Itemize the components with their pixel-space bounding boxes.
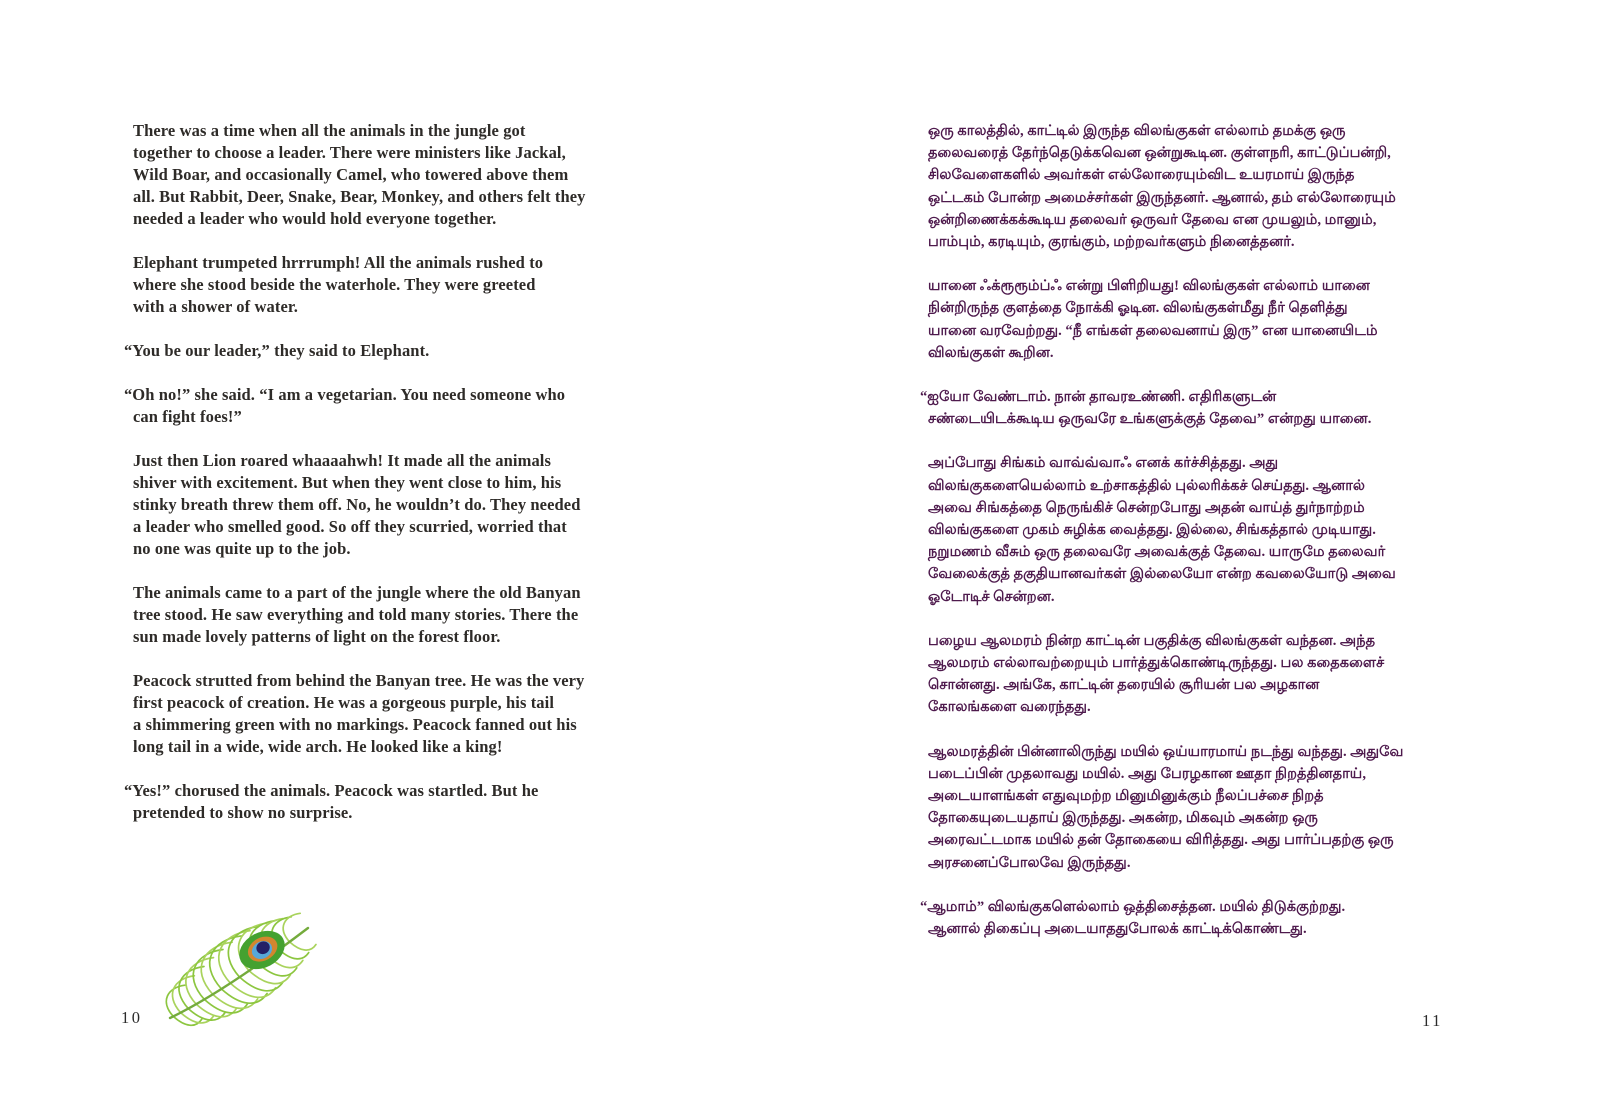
- story-paragraph: யானை ஃக்ரூரூம்ப்ஃ என்று பிளிறியது! விலங்குகள் எல்லாம் யானை நின்றிருந்த குளத்தை நோக்கி ஓடின. விலங்குகள்மீது நீர் தெளித்து யானை வரவேற்றது. “நீ எங்கள் தலைவனாய் இரு” என யானையிடம் விலங்குகள் கூறின.: [928, 278, 1378, 361]
- story-paragraph: Peacock strutted from behind the Banyan tree. He was the very first peacock of creation. He was a gorgeous purple, his tail a shimmering green with no markings. Peacock fanned out his long tail in a wide, wide arch. He looked like a king!: [133, 671, 585, 756]
- story-paragraph: “ஐயோ வேண்டாம். நான் தாவரஉண்ணி. எதிரிகளுடன் சண்டையிடக்கூடிய ஒருவரே உங்களுக்குத் தேவை” என்றது யானை.: [919, 389, 1372, 428]
- story-paragraph: There was a time when all the animals in the jungle got together to choose a leader. There were ministers like Jackal, Wild Boar, and occasionally Camel, who towered above them all. But Rabbit, Deer, Snake, Bear, Monkey, and others felt they needed a leader who would hold everyone together.: [133, 121, 586, 228]
- story-paragraph: “Oh no!” she said. “I am a vegetarian. You need someone who can fight foes!”: [123, 385, 566, 426]
- story-paragraph: ஆலமரத்தின் பின்னாலிருந்து மயில் ஒய்யாரமாய் நடந்து வந்தது. அதுவே படைப்பின் முதலாவது மயில். அது பேரழகான ஊதா நிறத்தினதாய், அடையாளங்கள் எதுவுமற்ற மினுமினுக்கும் நீலப்பச்சை நிறத் தோகையுடையதாய் இருந்தது. அகன்ற, மிகவும் அகன்ற ஒரு அரைவட்டமாக மயில் தன் தோகையை விரித்தது. அது பார்ப்பதற்கு ஒரு அரசனைப்போலவே இருந்தது.: [928, 743, 1404, 871]
- story-paragraph: “You be our leader,” they said to Elephant.: [123, 341, 430, 360]
- story-paragraph: “ஆமாம்” விலங்குகளெல்லாம் ஒத்திசைத்தன. மயில் திடுக்குற்றது. ஆனால் திகைப்பு அடையாததுபோலக் காட்டிக்கொண்டது.: [919, 898, 1346, 938]
- story-paragraph: “Yes!” chorused the animals. Peacock was startled. But he pretended to show no surprise.: [123, 781, 539, 822]
- tamil-story-text: [919, 120, 1456, 940]
- page-number-right: 11: [1422, 1011, 1443, 1030]
- story-paragraph: பழைய ஆலமரம் நின்ற காட்டின் பகுதிக்கு விலங்குகள் வந்தன. அந்த ஆலமரம் எல்லாவற்றையும் பார்த்துக்கொண்டிருந்தது. பல கதைகளைச் சொன்னது. அங்கே, காட்டின் தரையில் சூரியன் பல அழகான கோலங்களை வரைந்தது.: [928, 632, 1385, 716]
- story-paragraph: Just then Lion roared whaaaahwh! It made all the animals shiver with excitement. But when they went close to him, his stinky breath threw them off. No, he wouldn’t do. They needed a leader who smelled good. So off they scurried, worried that no one was quite up to the job.: [133, 451, 581, 558]
- page-right: [800, 0, 1600, 1100]
- story-paragraph: அப்போது சிங்கம் வாவ்வ்வாஃ எனக் கர்ச்சித்தது. அது விலங்குகளையெல்லாம் உற்சாகத்தில் புல்லரிக்கச் செய்தது. ஆனால் அவை சிங்கத்தை நெருங்கிச் சென்றபோது அதன் வாய்த் துர்நாற்றம் விலங்குகளை முகம் சுழிக்க வைத்தது. இல்லை, சிங்கத்தால் முடியாது. நறுமணம் வீசும் ஒரு தலைவரே அவைக்குத் தேவை. யாருமே தலைவர் வேலைக்குத் தகுதியானவர்கள் இல்லையோ என்ற கவலையோடு அவை ஓடோடிச் சென்றன.: [928, 455, 1396, 605]
- english-story-text: [123, 120, 681, 824]
- page-number-left: 10: [121, 1008, 143, 1027]
- story-paragraph: ஒரு காலத்தில், காட்டில் இருந்த விலங்குகள் எல்லாம் தமக்கு ஒரு தலைவரைத் தேர்ந்தெடுக்கவென ஒன்றுகூடின. குள்ளநரி, காட்டுப்பன்றி, சிலவேளைகளில் அவர்கள் எல்லோரையும்விட உயரமாய் இருந்த ஒட்டகம் போன்ற அமைச்சர்கள் இருந்தனர். ஆனால், தம் எல்லோரையும் ஒன்றிணைக்கக்கூடிய தலைவர் ஒருவர் தேவை என முயலும், மானும், பாம்பும், கரடியும், குரங்கும், மற்றவர்களும் நினைத்தனர்.: [928, 123, 1396, 251]
- peacock-feather-icon: [156, 892, 334, 1028]
- story-paragraph: The animals came to a part of the jungle where the old Banyan tree stood. He saw everything and told many stories. There the sun made lovely patterns of light on the forest floor.: [133, 583, 581, 646]
- story-paragraph: Elephant trumpeted hrrrumph! All the animals rushed to where she stood beside the waterhole. They were greeted with a shower of water.: [133, 253, 544, 316]
